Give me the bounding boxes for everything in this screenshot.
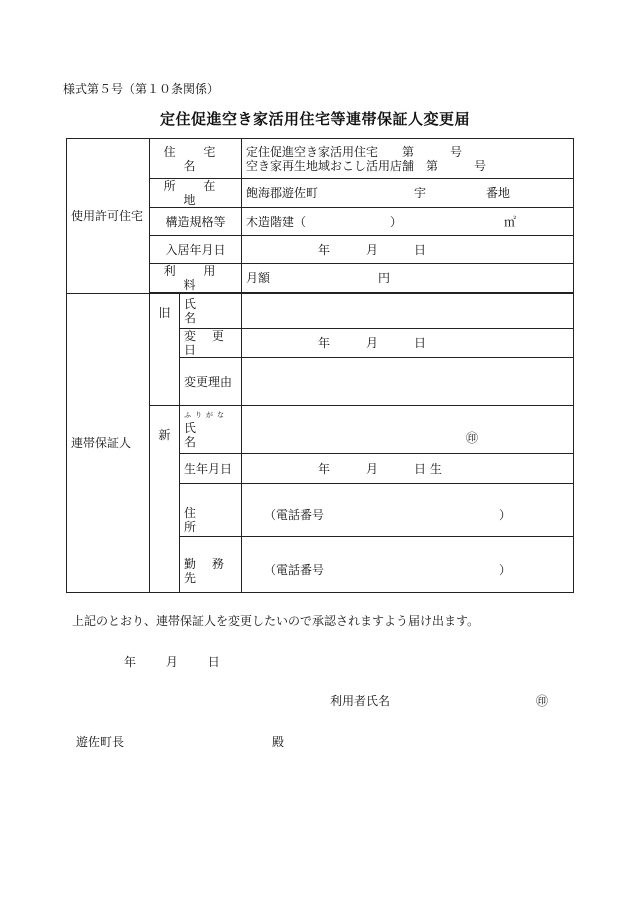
move-in-label: 入居年月日 <box>150 236 242 264</box>
old-reason-label: 変更理由 <box>180 358 242 406</box>
addressee: 遊佐町長 <box>76 735 125 749</box>
rent-label: 利 用 料 <box>150 264 242 293</box>
row-housing-name <box>67 139 574 179</box>
old-marker: 旧 <box>150 294 180 406</box>
housing-name-line1: 定住促進空き家活用住宅 第 号 <box>246 144 463 159</box>
user-seal-mark: ㊞ <box>536 694 549 708</box>
new-address-tel: （電話番号 ） <box>264 508 512 522</box>
furigana-label: ふりがな <box>184 410 228 419</box>
housing-name-line2: 空き家再生地域おこし活用店舗 第 号 <box>246 158 487 173</box>
new-address-label: 住 所 <box>180 484 242 537</box>
new-work-tel: （電話番号 ） <box>264 562 512 577</box>
location-value: 飽海郡遊佐町 宇 番地 <box>242 179 574 208</box>
new-marker: 新 <box>150 406 180 593</box>
structure-value: 木造階建（ ） ㎡ <box>242 208 574 236</box>
document-title: 定住促進空き家活用住宅等連帯保証人変更届 <box>159 110 470 128</box>
old-change-date-value[interactable]: 年 月 日 <box>242 329 574 358</box>
move-in-value: 年 月 日 <box>242 236 574 264</box>
housing-name-value <box>242 139 574 179</box>
new-name-seal: ㊞ <box>466 431 479 445</box>
form-number: 様式第５号（第１０条関係） <box>63 82 220 96</box>
user-name-label: 利用者氏名 <box>330 694 391 708</box>
row-old-name <box>67 294 574 329</box>
honorific: 殿 <box>272 735 285 749</box>
structure-label: 構造規格等 <box>150 208 242 236</box>
old-reason-field[interactable] <box>242 358 574 406</box>
date-year: 年 <box>124 655 137 669</box>
new-address-field[interactable] <box>242 484 574 537</box>
date-day: 日 <box>207 655 220 669</box>
section-permit-housing: 使用許可住宅 <box>67 139 150 294</box>
new-name-field[interactable] <box>242 406 574 454</box>
section-guarantor: 連帯保証人 <box>67 294 150 593</box>
date-month: 月 <box>165 655 178 669</box>
declaration-statement: 上記のとおり、連帯保証人を変更したいので承認されますよう届け出ます。 <box>72 614 480 628</box>
old-name-label: 氏 名 <box>180 294 242 329</box>
new-work-label: 勤 務 先 <box>180 537 242 593</box>
new-birth-value[interactable]: 年 月 日 生 <box>242 454 574 484</box>
new-birth-label: 生年月日 <box>180 454 242 484</box>
old-change-date-label: 変 更 日 <box>180 329 242 358</box>
location-label: 所 在 地 <box>150 179 242 208</box>
rent-value: 月額 円 <box>242 264 574 293</box>
notification-form-table <box>66 138 574 593</box>
submission-date <box>124 653 246 670</box>
new-work-field[interactable] <box>242 537 574 593</box>
housing-name-label: 住 宅 名 <box>150 139 242 179</box>
new-name-label: ふりがな 氏 名 <box>180 406 242 454</box>
old-name-field[interactable] <box>242 294 574 329</box>
